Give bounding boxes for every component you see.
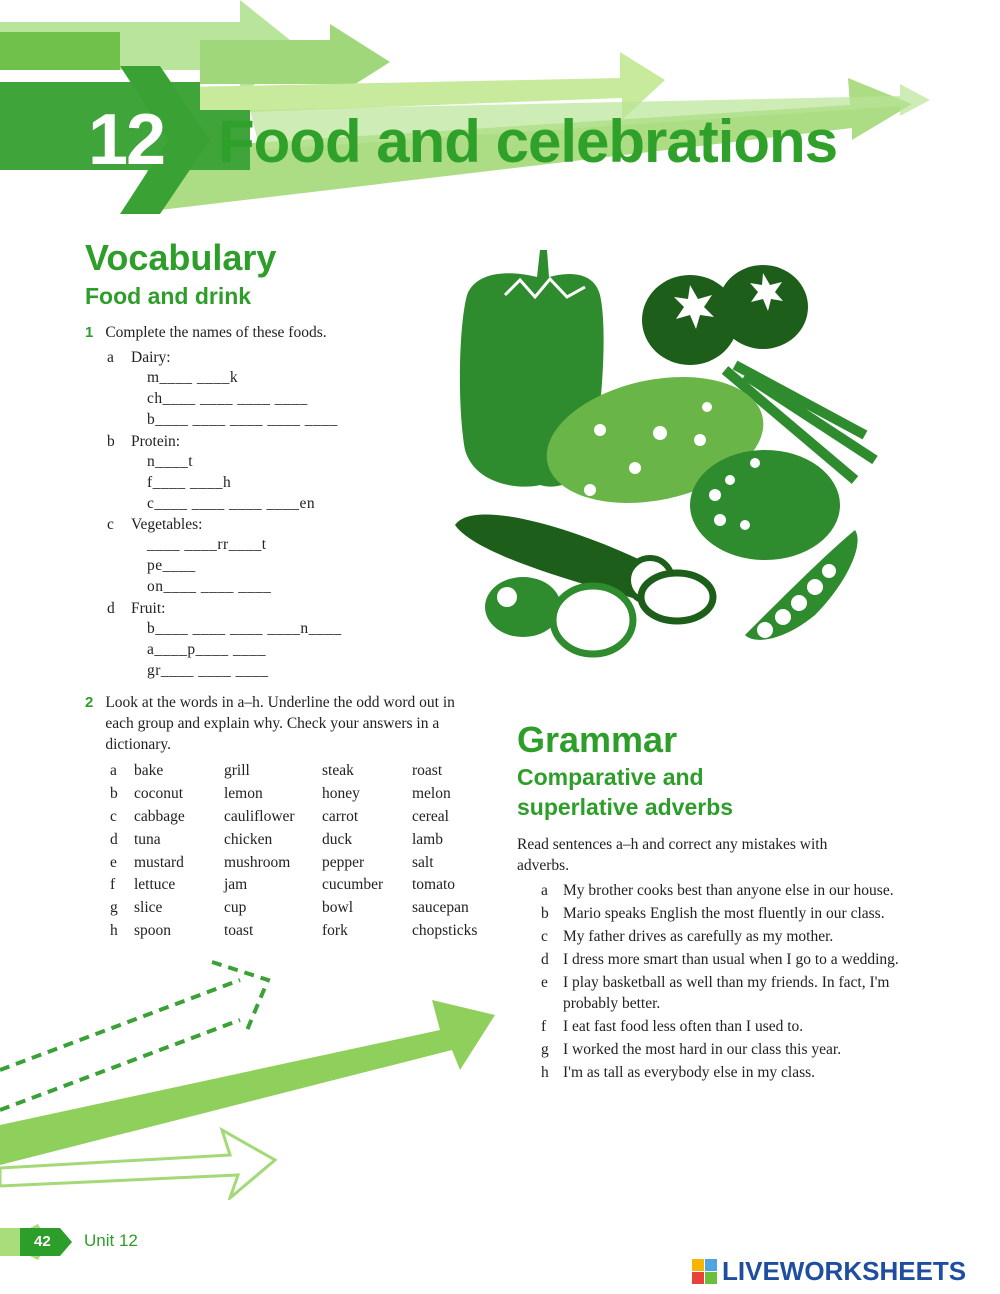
liveworksheets-logo bbox=[692, 1256, 966, 1287]
word-blank[interactable]: b____ ____ ____ ____ ____ bbox=[147, 410, 338, 428]
blank-list bbox=[147, 368, 465, 431]
sentence-letter: e bbox=[541, 974, 548, 991]
word-cell[interactable]: saucepan bbox=[412, 899, 469, 917]
word-cell[interactable]: lemon bbox=[224, 785, 263, 803]
word-blank[interactable]: ch____ ____ ____ ____ bbox=[147, 389, 308, 407]
word-row bbox=[110, 828, 477, 851]
sentence-text[interactable]: I eat fast food less often than I used to. bbox=[563, 1018, 804, 1035]
word-cell[interactable]: mustard bbox=[134, 853, 184, 871]
word-cell[interactable]: grill bbox=[224, 762, 250, 780]
sentence-item bbox=[541, 1016, 917, 1037]
word-blank[interactable]: m____ ____k bbox=[147, 369, 239, 386]
word-cell[interactable]: fork bbox=[322, 921, 348, 939]
row-letter: g bbox=[110, 899, 118, 917]
unit-label: Unit 12 bbox=[84, 1231, 138, 1250]
word-cell[interactable]: jam bbox=[224, 876, 248, 894]
category-letter: a bbox=[107, 349, 114, 366]
word-cell[interactable]: lamb bbox=[412, 830, 443, 848]
word-cell[interactable]: duck bbox=[322, 830, 353, 848]
row-letter: b bbox=[110, 785, 118, 803]
category-letter: b bbox=[107, 432, 115, 450]
word-cell[interactable]: bowl bbox=[322, 899, 353, 917]
sentence-item bbox=[541, 880, 917, 901]
word-cell[interactable]: steak bbox=[322, 762, 354, 780]
page-number: 42 bbox=[34, 1233, 51, 1250]
blank-list bbox=[147, 452, 465, 515]
word-cell[interactable]: salt bbox=[412, 853, 434, 871]
sentence-text[interactable]: I'm as tall as everybody else in my class. bbox=[563, 1064, 816, 1081]
word-cell[interactable]: tomato bbox=[412, 876, 456, 894]
word-row bbox=[110, 783, 477, 806]
word-cell[interactable]: bake bbox=[134, 762, 164, 780]
row-letter: h bbox=[110, 921, 118, 939]
sentence-text[interactable]: I play basketball as well than my friends. In fact, I'm probably better. bbox=[563, 974, 890, 1012]
word-cell[interactable]: chopsticks bbox=[412, 921, 478, 939]
sentence-item bbox=[541, 949, 917, 970]
sentence-text[interactable]: My father drives as carefully as my mother. bbox=[563, 928, 834, 945]
sentence-text[interactable]: I dress more smart than usual when I go to a wedding. bbox=[563, 951, 899, 968]
word-row bbox=[110, 851, 477, 874]
sentence-item bbox=[541, 1039, 917, 1060]
word-blank[interactable]: f____ ____h bbox=[147, 473, 232, 491]
grammar-instruction: Read sentences a–h and correct any mistakes with adverbs. bbox=[517, 836, 828, 874]
word-cell[interactable]: chicken bbox=[224, 830, 273, 848]
sentence-item bbox=[541, 903, 917, 924]
word-row bbox=[110, 760, 477, 783]
category-name: Protein: bbox=[131, 432, 181, 450]
word-cell[interactable]: mushroom bbox=[224, 853, 291, 871]
exercise-2 bbox=[85, 692, 485, 942]
sentence-letter: h bbox=[541, 1064, 549, 1081]
word-cell[interactable]: cauliflower bbox=[224, 807, 295, 825]
word-blank[interactable]: ____ ____rr____t bbox=[147, 536, 267, 554]
word-row bbox=[110, 806, 477, 829]
exercise-1-instruction bbox=[85, 322, 465, 343]
word-cell[interactable]: cucumber bbox=[322, 876, 384, 894]
sentence-letter: f bbox=[541, 1018, 547, 1035]
vegetables-illustration bbox=[445, 235, 895, 665]
sentence-item bbox=[541, 926, 917, 947]
word-row bbox=[110, 920, 477, 943]
word-cell[interactable]: honey bbox=[322, 785, 360, 803]
word-blank[interactable]: a____p____ ____ bbox=[147, 641, 267, 659]
sentence-item bbox=[541, 972, 917, 1014]
sentence-letter: b bbox=[541, 905, 549, 922]
exercise-2-instruction bbox=[85, 692, 485, 755]
sentence-letter: g bbox=[541, 1041, 549, 1058]
sentence-list bbox=[517, 880, 917, 1083]
sentence-item bbox=[541, 1062, 917, 1083]
word-cell[interactable]: coconut bbox=[134, 785, 184, 803]
word-cell[interactable]: spoon bbox=[134, 921, 172, 939]
sentence-text[interactable]: My brother cooks best than anyone else in our house. bbox=[563, 882, 894, 899]
word-blank[interactable]: c____ ____ ____ ____en bbox=[147, 494, 316, 512]
sentence-text[interactable]: Mario speaks English the most fluently in our class. bbox=[563, 905, 885, 922]
word-blank[interactable]: b____ ____ ____ ____n____ bbox=[147, 620, 342, 638]
vocabulary-subheading: Food and drink bbox=[85, 283, 252, 309]
odd-word-table bbox=[110, 760, 477, 942]
word-cell[interactable]: toast bbox=[224, 921, 254, 939]
row-letter: f bbox=[110, 876, 116, 894]
row-letter: a bbox=[110, 762, 117, 780]
category-protein bbox=[107, 431, 465, 452]
exercise-number: 1 bbox=[85, 324, 94, 341]
grammar-subheading: Comparative and superlative adverbs bbox=[517, 764, 734, 820]
category-dairy bbox=[107, 347, 465, 368]
vocabulary-heading: Vocabulary bbox=[85, 237, 277, 278]
exercise-1 bbox=[85, 322, 465, 682]
word-blank[interactable]: n____t bbox=[147, 452, 194, 470]
word-blank[interactable]: pe____ bbox=[147, 557, 196, 575]
blank-list bbox=[147, 535, 465, 598]
unit-number: 12 bbox=[88, 100, 165, 180]
sentence-text[interactable]: I worked the most hard in our class this year. bbox=[563, 1041, 842, 1058]
word-cell[interactable]: cup bbox=[224, 899, 247, 917]
row-letter: e bbox=[110, 853, 117, 871]
word-cell[interactable]: roast bbox=[412, 762, 443, 780]
row-letter: c bbox=[110, 807, 117, 825]
category-letter: d bbox=[107, 600, 115, 618]
word-cell[interactable]: lettuce bbox=[134, 876, 176, 894]
footer-arrows-graphic bbox=[0, 940, 500, 1200]
grammar-heading: Grammar bbox=[517, 719, 678, 760]
instruction-text: Complete the names of these foods. bbox=[105, 324, 327, 341]
sentence-letter: c bbox=[541, 928, 548, 945]
word-cell[interactable]: slice bbox=[134, 899, 163, 917]
exercise-number: 2 bbox=[85, 694, 94, 711]
liveworksheets-text: LIVEWORKSHEETS bbox=[722, 1256, 967, 1286]
word-cell[interactable]: cereal bbox=[412, 807, 449, 825]
unit-title: Food and celebrations bbox=[218, 108, 838, 175]
word-cell[interactable]: tuna bbox=[134, 830, 161, 848]
word-cell[interactable]: pepper bbox=[322, 853, 365, 871]
word-row bbox=[110, 897, 477, 920]
row-letter: d bbox=[110, 830, 118, 848]
sentence-letter: d bbox=[541, 951, 549, 968]
category-name: Dairy: bbox=[131, 349, 171, 366]
category-fruit bbox=[107, 598, 465, 619]
word-cell[interactable]: carrot bbox=[322, 807, 359, 825]
liveworksheets-icon bbox=[692, 1259, 718, 1285]
word-row bbox=[110, 874, 477, 897]
word-cell[interactable]: cabbage bbox=[134, 807, 185, 825]
word-cell[interactable]: melon bbox=[412, 785, 451, 803]
word-blank[interactable]: gr____ ____ ____ bbox=[147, 661, 269, 679]
blank-list bbox=[147, 619, 465, 682]
category-vegetables bbox=[107, 514, 465, 535]
instruction-text: Look at the words in a–h. Underline the odd word out in each group and explain why. Check your answers in a dictionary. bbox=[105, 694, 455, 753]
sentence-letter: a bbox=[541, 882, 548, 899]
word-blank[interactable]: on____ ____ ____ bbox=[147, 578, 272, 596]
category-name: Fruit: bbox=[131, 600, 166, 618]
category-name: Vegetables: bbox=[131, 516, 203, 534]
grammar-section bbox=[517, 720, 917, 1083]
category-letter: c bbox=[107, 516, 114, 534]
